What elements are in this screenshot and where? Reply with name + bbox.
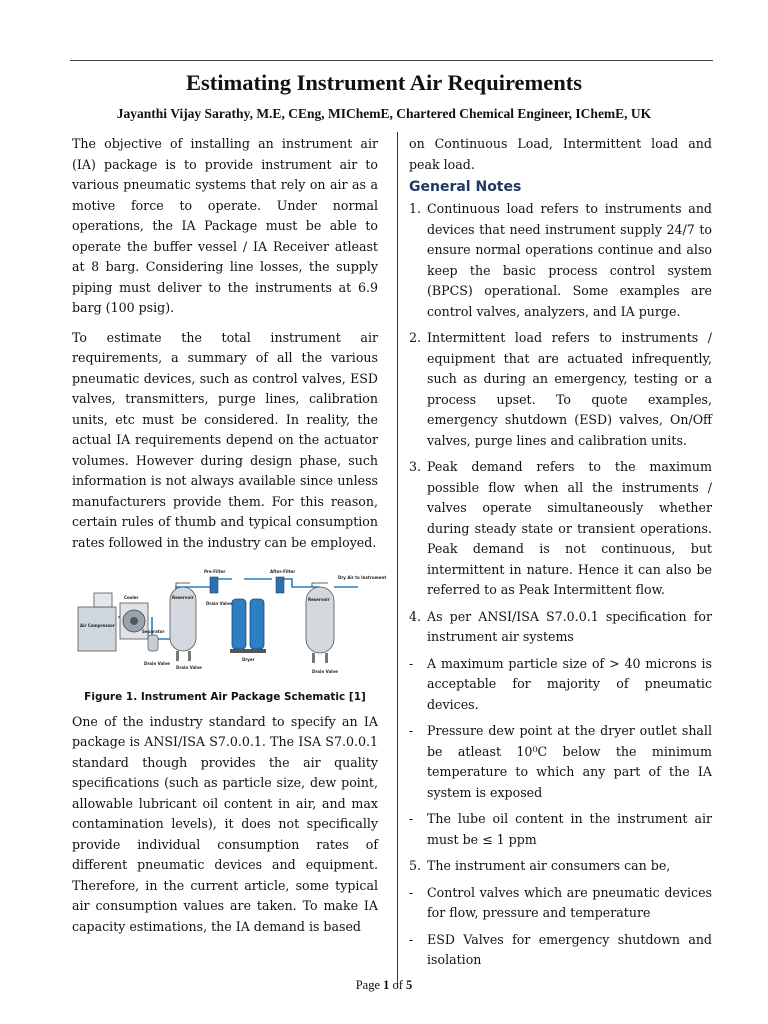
label-dryer: Dryer xyxy=(242,657,255,662)
current-page-number: 1 xyxy=(383,978,390,992)
continuation-text: on Continuous Load, Intermittent load and peak load. xyxy=(409,136,712,172)
standard-paragraph: One of the industry standard to specify an IA package is ANSI/ISA S7.0.0.1. The ISA S7.0.0.1 standard though provides the air quality specifications (such as particle size, dew point, allowable lubricant oil content in air, and max contamination levels), it does not specifically provide individual consumption rates of different pneumatic devices and equipment. Therefore, in the current article, some typical air consumption values are taken. To make IA capacity estimations, the IA demand is based xyxy=(72,713,378,934)
left-column xyxy=(72,134,387,937)
list-item xyxy=(409,457,712,601)
footer-of: of xyxy=(389,978,407,992)
label-drain-valve-3: Drain Valve xyxy=(206,601,232,606)
label-air-compressor: Air Compressor xyxy=(80,623,115,628)
label-drain-valve-2: Drain Valve xyxy=(176,665,202,670)
list-marker: 4. xyxy=(409,608,422,624)
list-marker: - xyxy=(409,884,414,900)
list-marker: 3. xyxy=(409,459,422,474)
label-after-filter: After-Filter xyxy=(270,569,296,574)
list-item-text: Pressure dew point at the dryer outlet shall be atleast 10⁰C below the minimum temperature to which any part of the IA system is exposed xyxy=(427,723,712,800)
column-divider xyxy=(397,132,398,988)
air-compressor-shape xyxy=(78,607,116,651)
page-footer xyxy=(0,978,768,993)
list-item xyxy=(409,883,712,924)
list-marker: 2. xyxy=(409,330,422,345)
label-dry-air: Dry Air to Instrument xyxy=(338,575,387,580)
list-item xyxy=(409,328,712,451)
label-reservoir-2: Reservoir xyxy=(308,597,330,602)
ia-package-schematic xyxy=(72,565,387,681)
list-item xyxy=(409,654,712,716)
intro-paragraph: The objective of installing an instrument air (IA) package is to provide instrument air to various pneumatic systems that rely on air as a motive force to operate. Under normal operations, the IA Package must be able to operate the buffer vessel / IA Receiver atleast at 8 barg. Considering line losses, the supply piping must deliver to the instruments at 6.9 barg (100 psig). xyxy=(72,136,378,315)
list-item-text: As per ANSI/ISA S7.0.0.1 specification for instrument air systems xyxy=(427,608,712,644)
list-item xyxy=(409,809,712,850)
author-line: Jayanthi Vijay Sarathy, M.E, CEng, MIChemE, Chartered Chemical Engineer, IChemE, UK xyxy=(116,106,652,121)
label-pre-filter: Pre-Filter xyxy=(204,569,226,574)
list-item xyxy=(409,721,712,803)
separator-shape xyxy=(148,635,158,651)
figure-caption: Figure 1. Instrument Air Package Schematic [1] xyxy=(84,691,366,703)
document-title: Estimating Instrument Air Requirements xyxy=(185,70,583,95)
pre-filter-shape xyxy=(210,577,218,593)
right-column xyxy=(409,134,712,977)
list-marker: 5. xyxy=(409,858,422,873)
list-item xyxy=(409,199,712,322)
top-rule xyxy=(70,60,713,61)
total-page-count: 5 xyxy=(406,978,413,992)
list-marker: - xyxy=(409,723,414,738)
label-separator: Separator xyxy=(142,629,165,634)
label-cooler: Cooler xyxy=(124,595,139,600)
list-item xyxy=(409,930,712,971)
list-item-text: A maximum particle size of > 40 microns is acceptable for majority of pneumatic devices. xyxy=(427,655,712,712)
after-filter-shape xyxy=(276,577,284,593)
list-marker: 1. xyxy=(409,201,422,216)
estimation-paragraph: To estimate the total instrument air requirements, a summary of all the various pneumatic devices, such as control valves, ESD valves, transmitters, purge lines, calibration units, etc must be considered. In reality, the actual IA requirements depend on the actuator volumes. However during design phase, such information is not always available since unless manufacturers provide them. For this reason, certain rules of thumb and typical consumption rates followed in the industry can be employed. xyxy=(72,329,378,550)
label-drain-valve-1: Drain Valve xyxy=(144,661,170,666)
list-item-text: Continuous load refers to instruments and devices that need instrument supply 24/7 to ensure normal operations continue and also keep the basic process control system (BPCS) operational. Some examples are control valves, analyzers, and IA purge. xyxy=(427,201,712,319)
list-item xyxy=(409,856,712,877)
list-marker: - xyxy=(409,931,414,947)
list-item-text: Control valves which are pneumatic devices for flow, pressure and temperature xyxy=(427,884,712,920)
list-item-text: Intermittent load refers to instruments / equipment that are actuated infrequently, such as during an emergency, testing or a process upset. To quote examples, emergency shutdown (ESD) valves, On/Off valves, purge lines and calibration units. xyxy=(427,330,712,448)
list-item-text: The instrument air consumers can be, xyxy=(427,858,671,873)
dryer-tower-1 xyxy=(232,599,246,649)
list-item-text: Peak demand refers to the maximum possible flow when all the instruments / valves operate simultaneously whether during steady state or transient operations. Peak demand is not continuous, but intermittent in nature. Hence it can also be referred to as Peak Intermittent flow. xyxy=(427,459,712,597)
footer-prefix: Page xyxy=(355,978,384,992)
list-item xyxy=(409,607,712,648)
list-marker: - xyxy=(409,811,414,826)
label-drain-valve-4: Drain Valve xyxy=(312,669,338,674)
list-item-text: The lube oil content in the instrument air must be ≤ 1 ppm xyxy=(427,811,712,847)
general-notes-heading: General Notes xyxy=(409,179,522,195)
list-item-text: ESD Valves for emergency shutdown and isolation xyxy=(427,931,712,967)
dryer-tower-2 xyxy=(250,599,264,649)
schematic-drawing xyxy=(72,565,387,681)
list-marker: - xyxy=(409,655,414,671)
label-reservoir-1: Reservoir xyxy=(172,595,194,600)
